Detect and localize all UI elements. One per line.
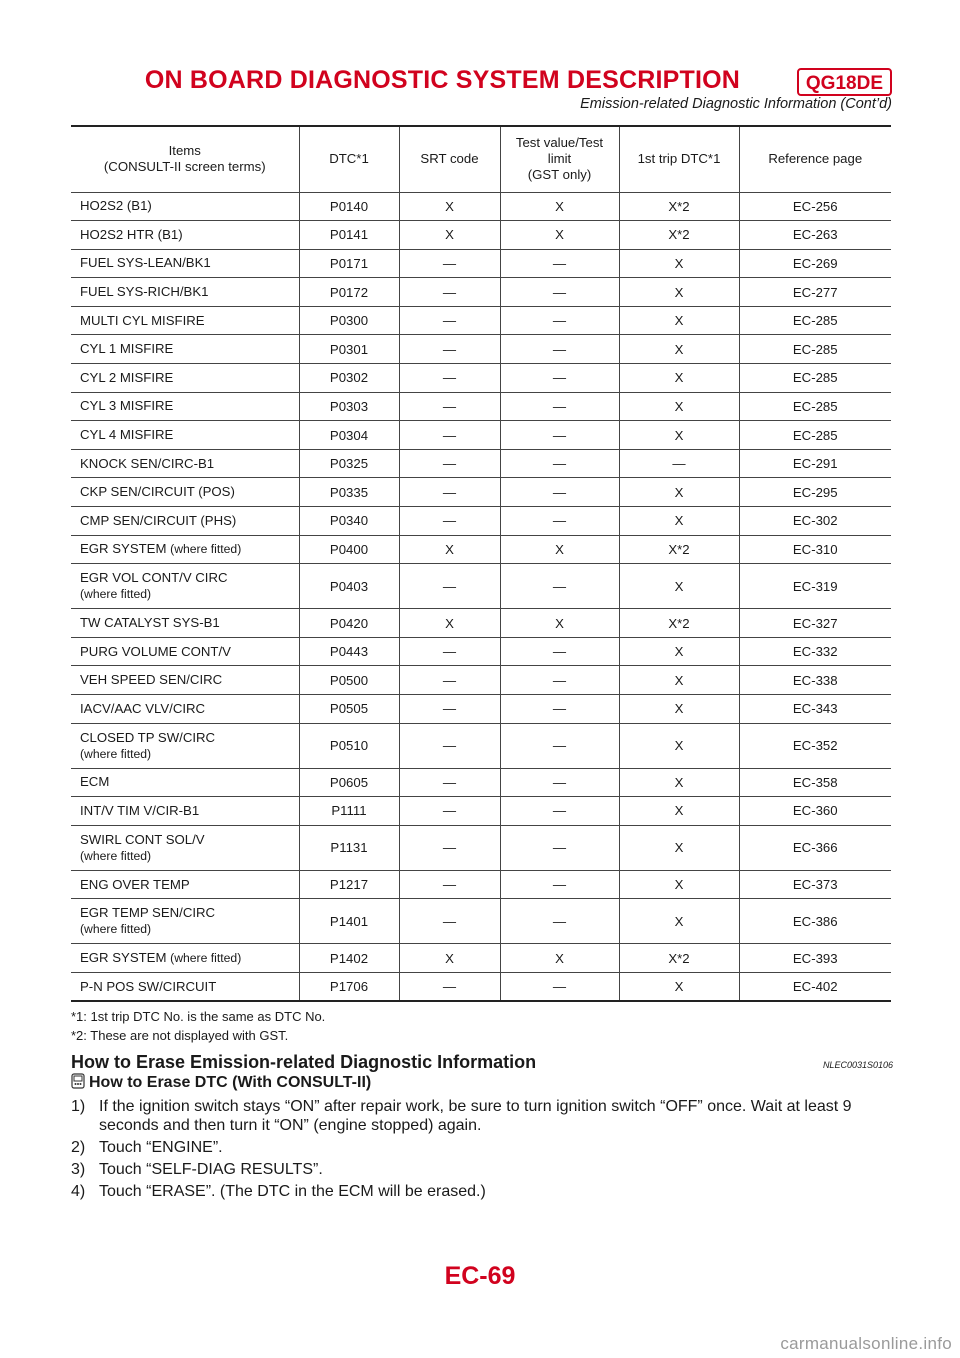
cell-item [71, 392, 299, 421]
step-text: Touch “ENGINE”. [99, 1139, 223, 1156]
cell-trip: X [619, 723, 739, 768]
cell-trip: X*2 [619, 609, 739, 638]
item-name: TW CATALYST SYS-B1 [80, 615, 220, 631]
cell-srt: — [399, 449, 500, 478]
cell-trip: X [619, 637, 739, 666]
cell-dtc: P0420 [299, 609, 399, 638]
erase-section [71, 1052, 893, 1073]
cell-srt: — [399, 392, 500, 421]
table-row [71, 221, 891, 250]
consult-tool-icon [71, 1073, 85, 1089]
cell-dtc: P0302 [299, 364, 399, 393]
cell-item [71, 421, 299, 450]
cell-dtc: P0335 [299, 478, 399, 507]
cell-dtc: P0303 [299, 392, 399, 421]
step-text: If the ignition switch stays “ON” after repair work, be sure to turn ignition switch “OFF” once. Wait at least 9 seconds and then turn it “ON” (engine stopped) again. [99, 1098, 852, 1134]
cell-item [71, 564, 299, 609]
cell-ref: EC-256 [739, 192, 891, 221]
cell-item [71, 870, 299, 899]
cell-item [71, 278, 299, 307]
cell-dtc: P0605 [299, 768, 399, 797]
cell-dtc: P1402 [299, 944, 399, 973]
cell-item [71, 666, 299, 695]
cell-ref: EC-285 [739, 392, 891, 421]
cell-srt: — [399, 695, 500, 724]
item-name: CYL 4 MISFIRE [80, 427, 174, 443]
table-row [71, 392, 891, 421]
cell-test: — [500, 306, 619, 335]
cell-ref: EC-302 [739, 507, 891, 536]
cell-dtc: P0340 [299, 507, 399, 536]
cell-srt: X [399, 221, 500, 250]
cell-ref: EC-358 [739, 768, 891, 797]
cell-item [71, 768, 299, 797]
cell-dtc: P0301 [299, 335, 399, 364]
item-name: VEH SPEED SEN/CIRC [80, 672, 223, 688]
cell-trip: X [619, 695, 739, 724]
cell-ref: EC-319 [739, 564, 891, 609]
cell-dtc: P0505 [299, 695, 399, 724]
cell-ref: EC-343 [739, 695, 891, 724]
cell-srt: — [399, 249, 500, 278]
cell-srt: — [399, 306, 500, 335]
item-name: EGR TEMP SEN/CIRC [80, 905, 216, 921]
item-note: (where fitted) [80, 746, 152, 761]
cell-item [71, 797, 299, 826]
cell-item [71, 192, 299, 221]
cell-ref: EC-285 [739, 306, 891, 335]
item-name: ECM [80, 774, 110, 790]
cell-dtc: P0400 [299, 535, 399, 564]
table-row [71, 535, 891, 564]
cell-trip: X [619, 564, 739, 609]
table-row [71, 335, 891, 364]
page-number: EC-69 [444, 1262, 516, 1290]
step-item [71, 1097, 893, 1135]
item-name: CYL 3 MISFIRE [80, 398, 174, 414]
cell-ref: EC-373 [739, 870, 891, 899]
item-name: P-N POS SW/CIRCUIT [80, 978, 217, 994]
table-row [71, 609, 891, 638]
cell-trip: X [619, 392, 739, 421]
item-name: CYL 2 MISFIRE [80, 369, 174, 385]
cell-dtc: P0171 [299, 249, 399, 278]
table-row [71, 449, 891, 478]
table-row [71, 797, 891, 826]
cell-dtc: P1706 [299, 972, 399, 1001]
step-text: Touch “ERASE”. (The DTC in the ECM will be erased.) [99, 1183, 486, 1200]
cell-ref: EC-310 [739, 535, 891, 564]
cell-dtc: P0500 [299, 666, 399, 695]
cell-trip: X*2 [619, 535, 739, 564]
cell-trip: X [619, 825, 739, 870]
cell-trip: X [619, 768, 739, 797]
cell-item [71, 335, 299, 364]
section-title: How to Erase Emission-related Diagnostic Information [71, 1052, 537, 1072]
cell-srt: X [399, 535, 500, 564]
cell-ref: EC-327 [739, 609, 891, 638]
cell-ref: EC-295 [739, 478, 891, 507]
cell-dtc: P0172 [299, 278, 399, 307]
item-name: INT/V TIM V/CIR-B1 [80, 802, 200, 818]
step-number: 3) [71, 1161, 86, 1178]
table-row [71, 870, 891, 899]
subsection-heading [71, 1073, 371, 1092]
item-name: SWIRL CONT SOL/V [80, 831, 205, 847]
cell-test: — [500, 278, 619, 307]
cell-ref: EC-269 [739, 249, 891, 278]
cell-trip: — [619, 449, 739, 478]
cell-trip: X [619, 335, 739, 364]
footnote-1: *1: 1st trip DTC No. is the same as DTC No. [71, 1009, 326, 1024]
header-dtc: DTC*1 [299, 126, 399, 192]
item-note: (where fitted) [170, 542, 242, 557]
item-name: FUEL SYS-LEAN/BK1 [80, 255, 211, 271]
cell-test: — [500, 637, 619, 666]
item-name: MULTI CYL MISFIRE [80, 312, 205, 328]
header-items: Items (CONSULT-II screen terms) [71, 126, 299, 192]
table-row [71, 666, 891, 695]
cell-ref: EC-285 [739, 364, 891, 393]
cell-srt: — [399, 421, 500, 450]
cell-trip: X [619, 507, 739, 536]
table-row [71, 364, 891, 393]
cell-dtc: P1111 [299, 797, 399, 826]
cell-ref: EC-338 [739, 666, 891, 695]
footnote-2: *2: These are not displayed with GST. [71, 1028, 289, 1043]
cell-srt: — [399, 637, 500, 666]
cell-srt: X [399, 609, 500, 638]
cell-ref: EC-366 [739, 825, 891, 870]
cell-test: X [500, 535, 619, 564]
cell-item [71, 364, 299, 393]
cell-dtc: P0304 [299, 421, 399, 450]
step-number: 2) [71, 1139, 86, 1156]
cell-test: X [500, 192, 619, 221]
cell-item [71, 478, 299, 507]
table-row [71, 899, 891, 944]
cell-test: — [500, 899, 619, 944]
cell-item [71, 899, 299, 944]
cell-srt: — [399, 335, 500, 364]
cell-srt: — [399, 723, 500, 768]
cell-dtc: P0403 [299, 564, 399, 609]
cell-test: — [500, 335, 619, 364]
cell-srt: — [399, 364, 500, 393]
cell-dtc: P0325 [299, 449, 399, 478]
cell-trip: X*2 [619, 944, 739, 973]
cell-srt: — [399, 972, 500, 1001]
watermark: carmanualsonline.info [780, 1334, 952, 1353]
cell-srt: — [399, 797, 500, 826]
item-name: EGR SYSTEM [80, 541, 167, 557]
cell-trip: X [619, 870, 739, 899]
item-note: (where fitted) [170, 951, 242, 966]
cell-test: — [500, 797, 619, 826]
table-row [71, 768, 891, 797]
table-row [71, 695, 891, 724]
cell-item [71, 723, 299, 768]
cell-trip: X [619, 306, 739, 335]
steps-list [71, 1097, 893, 1204]
cell-trip: X [619, 972, 739, 1001]
table-body [71, 192, 891, 1001]
cell-item [71, 535, 299, 564]
cell-srt: — [399, 564, 500, 609]
item-note: (where fitted) [80, 587, 152, 602]
cell-ref: EC-263 [739, 221, 891, 250]
table-row [71, 637, 891, 666]
item-name: EGR SYSTEM [80, 950, 167, 966]
cell-srt: — [399, 870, 500, 899]
cell-dtc: P0443 [299, 637, 399, 666]
cell-trip: X [619, 797, 739, 826]
cell-srt: — [399, 507, 500, 536]
step-number: 1) [71, 1098, 86, 1115]
cell-trip: X*2 [619, 192, 739, 221]
item-note: (where fitted) [80, 922, 152, 937]
table-row [71, 944, 891, 973]
cell-test: — [500, 972, 619, 1001]
cell-test: — [500, 249, 619, 278]
table-row [71, 192, 891, 221]
cell-srt: — [399, 666, 500, 695]
cell-dtc: P0141 [299, 221, 399, 250]
header-srt-code: SRT code [399, 126, 500, 192]
cell-item [71, 695, 299, 724]
item-name: CMP SEN/CIRCUIT (PHS) [80, 512, 237, 528]
cell-test: X [500, 609, 619, 638]
header-title: ON BOARD DIAGNOSTIC SYSTEM DESCRIPTION [144, 66, 740, 94]
cell-ref: EC-285 [739, 335, 891, 364]
cell-trip: X*2 [619, 221, 739, 250]
table-row [71, 306, 891, 335]
cell-trip: X [619, 421, 739, 450]
table-row [71, 421, 891, 450]
item-name: ENG OVER TEMP [80, 876, 190, 892]
cell-ref: EC-402 [739, 972, 891, 1001]
item-name: CYL 1 MISFIRE [80, 341, 174, 357]
step-item [71, 1182, 893, 1201]
cell-dtc: P1131 [299, 825, 399, 870]
table-header-row [71, 126, 891, 192]
cell-test: — [500, 392, 619, 421]
cell-item [71, 507, 299, 536]
cell-test: — [500, 478, 619, 507]
cell-srt: — [399, 768, 500, 797]
item-name: HO2S2 HTR (B1) [80, 226, 183, 242]
cell-trip: X [619, 249, 739, 278]
step-item [71, 1160, 893, 1179]
cell-item [71, 221, 299, 250]
table-row [71, 723, 891, 768]
cell-item [71, 637, 299, 666]
cell-ref: EC-285 [739, 421, 891, 450]
header-reference-page: Reference page [739, 126, 891, 192]
cell-item [71, 449, 299, 478]
table-row [71, 249, 891, 278]
cell-test: — [500, 825, 619, 870]
item-name: CKP SEN/CIRCUIT (POS) [80, 484, 235, 500]
engine-model-badge: QG18DE [797, 68, 892, 96]
table-row [71, 478, 891, 507]
item-name: HO2S2 (B1) [80, 198, 152, 214]
cell-dtc: P0510 [299, 723, 399, 768]
cell-trip: X [619, 666, 739, 695]
table-row [71, 972, 891, 1001]
cell-test: — [500, 449, 619, 478]
cell-ref: EC-386 [739, 899, 891, 944]
cell-ref: EC-352 [739, 723, 891, 768]
cell-item [71, 609, 299, 638]
cell-test: — [500, 364, 619, 393]
cell-srt: — [399, 278, 500, 307]
cell-ref: EC-332 [739, 637, 891, 666]
cell-test: — [500, 768, 619, 797]
cell-trip: X [619, 478, 739, 507]
cell-ref: EC-360 [739, 797, 891, 826]
item-name: KNOCK SEN/CIRC-B1 [80, 455, 215, 471]
cell-srt: X [399, 192, 500, 221]
item-name: EGR VOL CONT/V CIRC [80, 570, 228, 586]
step-text: Touch “SELF-DIAG RESULTS”. [99, 1161, 323, 1178]
item-note: (where fitted) [80, 848, 152, 863]
cell-item [71, 825, 299, 870]
cell-srt: X [399, 944, 500, 973]
step-number: 4) [71, 1183, 86, 1200]
cell-test: — [500, 666, 619, 695]
cell-item [71, 972, 299, 1001]
cell-test: X [500, 221, 619, 250]
item-name: CLOSED TP SW/CIRC [80, 729, 216, 745]
cell-trip: X [619, 899, 739, 944]
cell-test: — [500, 564, 619, 609]
page-header [0, 66, 894, 116]
cell-trip: X [619, 364, 739, 393]
dtc-table [71, 125, 891, 1002]
cell-item [71, 944, 299, 973]
subsection-title: How to Erase DTC (With CONSULT-II) [89, 1074, 372, 1091]
cell-test: — [500, 723, 619, 768]
cell-ref: EC-393 [739, 944, 891, 973]
cell-test: — [500, 421, 619, 450]
cell-srt: — [399, 478, 500, 507]
section-code: NLEC0031S0106 [822, 1060, 893, 1070]
cell-test: — [500, 507, 619, 536]
table-row [71, 564, 891, 609]
item-name: PURG VOLUME CONT/V [80, 643, 231, 659]
cell-dtc: P0300 [299, 306, 399, 335]
header-1st-trip-dtc: 1st trip DTC*1 [619, 126, 739, 192]
table-row [71, 825, 891, 870]
cell-srt: — [399, 825, 500, 870]
cell-test: X [500, 944, 619, 973]
cell-test: — [500, 695, 619, 724]
cell-item [71, 249, 299, 278]
header-test-value: Test value/Test limit (GST only) [500, 126, 619, 192]
cell-dtc: P0140 [299, 192, 399, 221]
cell-ref: EC-291 [739, 449, 891, 478]
cell-srt: — [399, 899, 500, 944]
cell-ref: EC-277 [739, 278, 891, 307]
cell-dtc: P1401 [299, 899, 399, 944]
cell-test: — [500, 870, 619, 899]
item-name: IACV/AAC VLV/CIRC [80, 700, 206, 716]
cell-trip: X [619, 278, 739, 307]
step-item [71, 1138, 893, 1157]
table-row [71, 507, 891, 536]
cell-item [71, 306, 299, 335]
item-name: FUEL SYS-RICH/BK1 [80, 284, 209, 300]
header-subtitle: Emission-related Diagnostic Information (Cont’d) [580, 96, 892, 112]
table-row [71, 278, 891, 307]
cell-dtc: P1217 [299, 870, 399, 899]
